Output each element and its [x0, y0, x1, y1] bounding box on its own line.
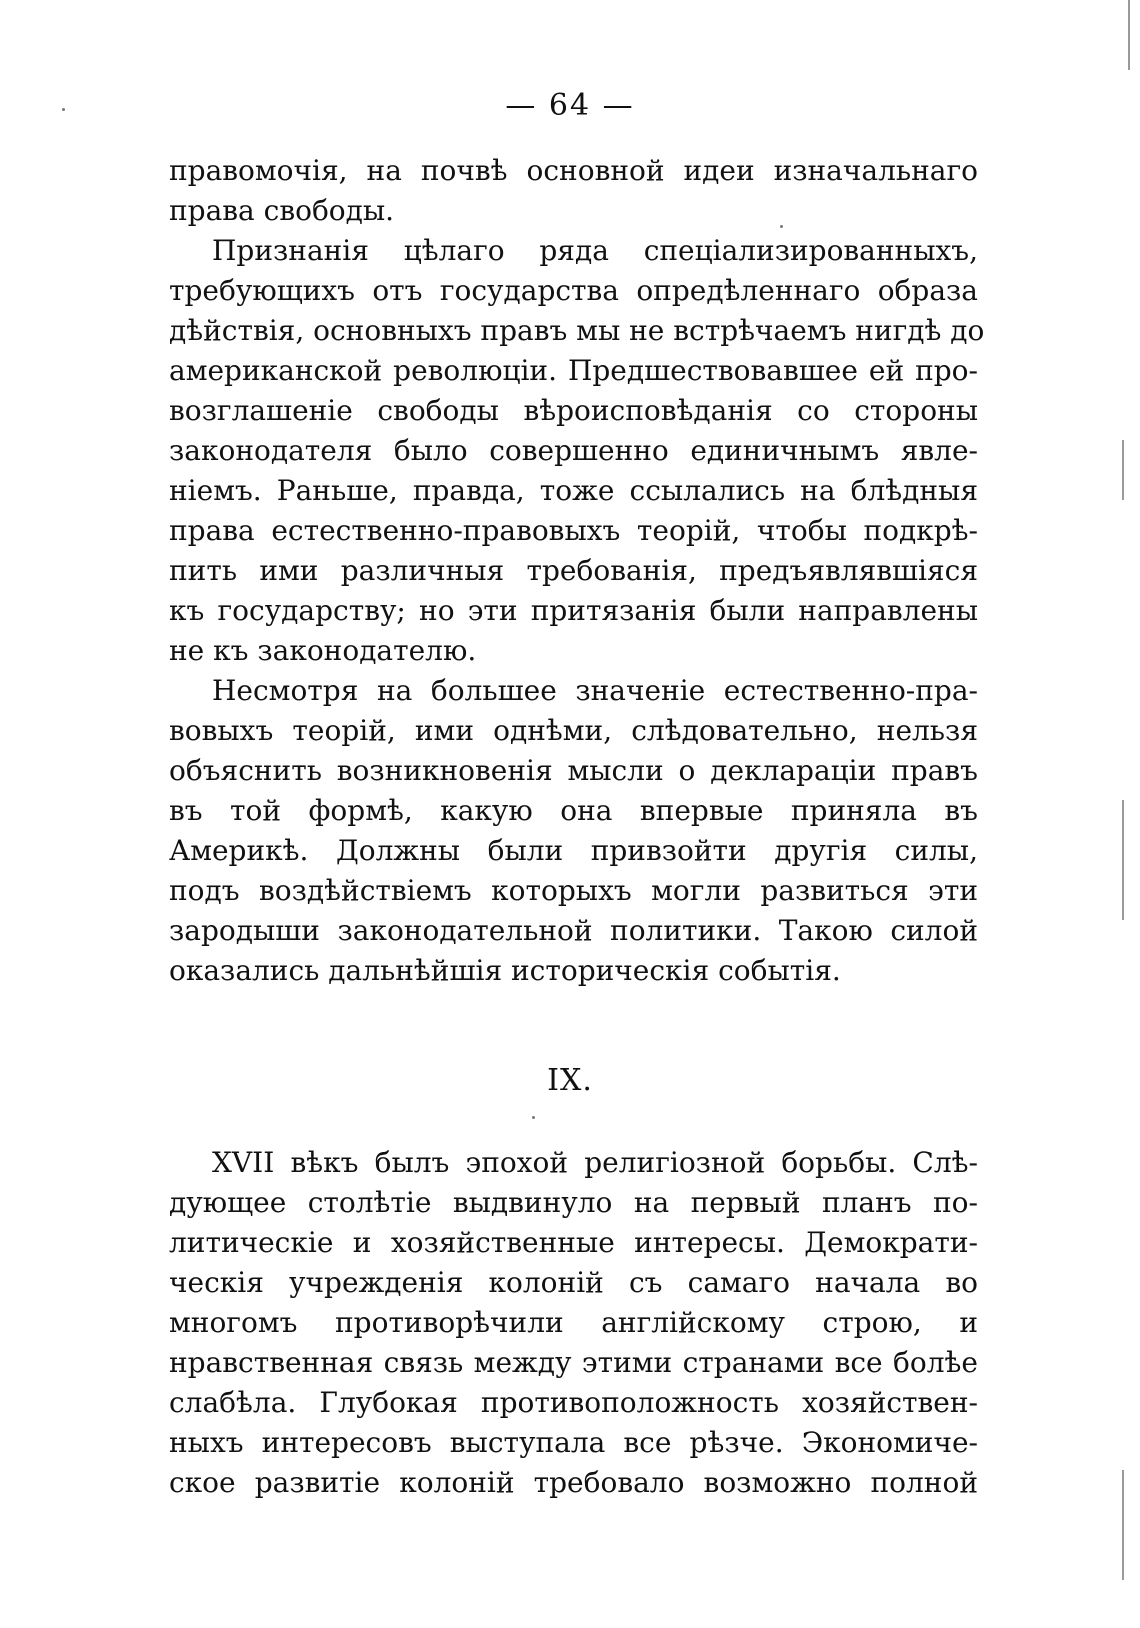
- text-line: нравственная связь между этими странами все болѣе: [169, 1346, 978, 1379]
- text-line: дующее столѣтіе выдвинуло на первый планъ по-: [169, 1186, 978, 1219]
- text-line: правомочія, на почвѣ основной идеи изначальнаго: [169, 154, 978, 187]
- scan-edge-mark: [1122, 1470, 1124, 1580]
- scan-edge-mark: [1122, 440, 1124, 500]
- text-line: вовыхъ теорій, ими однѣми, слѣдовательно, нельзя: [169, 714, 978, 747]
- scan-speck: [780, 225, 783, 228]
- text-line: подъ воздѣйствіемъ которыхъ могли развиться эти: [169, 874, 978, 907]
- text-line: Признанія цѣлаго ряда спеціализированныхъ,: [212, 234, 978, 267]
- text-line: Несмотря на большее значеніе естественно-пра-: [212, 674, 978, 707]
- text-line: американской революціи. Предшествовавшее ей про-: [169, 354, 978, 387]
- text-line: ніемъ. Раньше, правда, тоже ссылались на блѣдныя: [169, 474, 978, 507]
- scan-speck: [62, 108, 65, 111]
- text-line: не къ законодателю.: [169, 634, 477, 667]
- text-line: возглашеніе свободы вѣроисповѣданія со стороны: [169, 394, 978, 427]
- text-line: оказались дальнѣйшія историческія событія.: [169, 954, 841, 987]
- text-line: законодателя было совершенно единичнымъ явле-: [169, 434, 978, 467]
- text-line: требующихъ отъ государства опредѣленнаго образа: [169, 274, 978, 307]
- scan-edge-mark: [1122, 800, 1124, 920]
- text-line: ское развитіе колоній требовало возможно полной: [169, 1466, 978, 1499]
- text-line: зародыши законодательной политики. Такою силой: [169, 914, 978, 947]
- text-line: многомъ противорѣчили англійскому строю, и: [169, 1306, 978, 1339]
- text-line: къ государству; но эти притязанія были направлены: [169, 594, 978, 627]
- text-line: пить ими различныя требованія, предъявлявшіяся: [169, 554, 978, 587]
- text-line: ныхъ интересовъ выступала все рѣзче. Экономиче-: [169, 1426, 978, 1459]
- text-line: литическіе и хозяйственные интересы. Демократи-: [169, 1226, 978, 1259]
- text-line: въ той формѣ, какую она впервые приняла въ: [169, 794, 978, 827]
- scan-speck: [532, 1116, 535, 1119]
- page-number: — 64 —: [505, 88, 635, 123]
- text-line: права естественно-правовыхъ теорій, чтобы подкрѣ-: [169, 514, 978, 547]
- text-line: дѣйствія, основныхъ правъ мы не встрѣчаемъ нигдѣ до: [169, 314, 985, 347]
- text-line: слабѣла. Глубокая противоположность хозяйствен-: [169, 1386, 978, 1419]
- text-line: права свободы.: [169, 194, 395, 227]
- section-heading: IX.: [547, 1063, 593, 1098]
- text-line: Америкѣ. Должны были привзойти другія силы,: [169, 834, 978, 867]
- text-line: объяснить возникновенія мысли о деклараціи правъ: [169, 754, 978, 787]
- text-line: ческія учрежденія колоній съ самаго начала во: [169, 1266, 978, 1299]
- text-line: XVII вѣкъ былъ эпохой религіозной борьбы. Слѣ-: [212, 1146, 978, 1179]
- scan-edge-mark: [1128, 0, 1130, 70]
